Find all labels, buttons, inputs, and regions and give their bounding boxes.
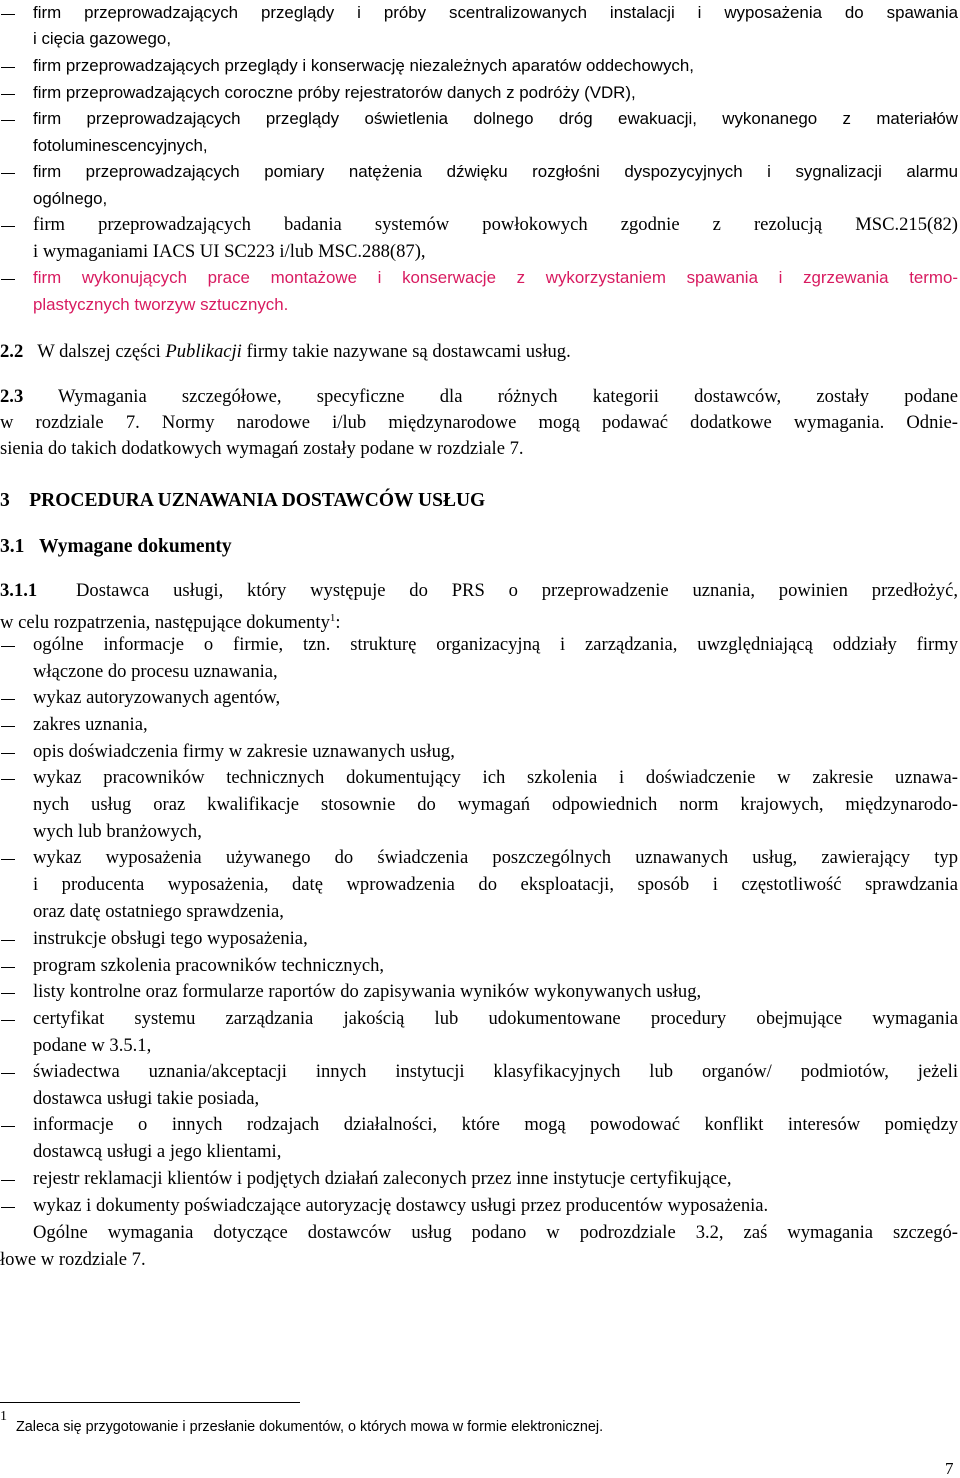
page-number: 7: [945, 1459, 954, 1478]
list-item-line-highlighted: firm wykonujących prace montażowe i konserwacje z wykorzystaniem spawania i zgrzewania termo-: [33, 268, 958, 287]
list-item-line: włączone do procesu uznawania,: [33, 661, 278, 682]
list-item-line: wych lub branżowych,: [33, 821, 202, 842]
paragraph-text: firmy takie nazywane są dostawcami usług.: [241, 341, 571, 362]
list-item-line: zakres uznania,: [33, 714, 148, 735]
list-item-line: nych usług oraz kwalifikacje stosownie do wymagań odpowiednich norm krajowych, międzynarodo-: [33, 794, 958, 815]
paragraph-3-1-1-line2: [0, 607, 960, 634]
list-item-line: firm przeprowadzających przeglądy i próby scentralizowanych instalacji i wyposażenia do spawania: [33, 3, 958, 22]
paragraph-text: w celu rozpatrzenia, następujące dokumenty: [0, 612, 330, 633]
paragraph-2-2: [0, 341, 960, 363]
subsection-title: Wymagane dokumenty: [39, 536, 232, 557]
subsection-number: 3.1: [0, 536, 25, 557]
list-item-line: wykaz pracowników technicznych dokumentujący ich szkolenia i doświadczenie w zakresie uznawa-: [33, 767, 958, 788]
list-item-line: informacje o innych rodzajach działalności, które mogą powodować konflikt interesów pomiędzy: [33, 1114, 958, 1135]
list-item-line: listy kontrolne oraz formularze raportów do zapisywania wyników wykonywanych usług,: [33, 981, 702, 1002]
list-item-line: firm przeprowadzających pomiary natężenia dźwięku rozgłośni dyspozycyjnych i sygnalizacji alarmu: [33, 162, 958, 181]
paragraph-number: 2.2: [0, 341, 24, 362]
paragraph-2-3-line1: [0, 386, 958, 408]
paragraph-text: Ogólne wymagania dotyczące dostawców usług podano w podrozdziale 3.2, zaś wymagania szczegó-: [33, 1222, 958, 1243]
section-title: PROCEDURA UZNAWANIA DOSTAWCÓW USŁUG: [29, 490, 486, 511]
paragraph-number: 3.1.1: [0, 580, 38, 601]
list-item-line: i cięcia gazowego,: [33, 29, 172, 48]
paragraph-text: Dostawca usługi, który występuje do PRS o przeprowadzenie uznania, powinien przedłożyć,: [76, 580, 958, 601]
list-item-line: certyfikat systemu zarządzania jakością lub udokumentowane procedury obejmujące wymagania: [33, 1008, 958, 1029]
list-item-line-highlighted: plastycznych tworzyw sztucznych.: [33, 295, 289, 314]
list-item-line: dostawca usługi takie posiada,: [33, 1088, 260, 1109]
list-item-line: firm przeprowadzających przeglądy oświetlenia dolnego dróg ewakuacji, wykonanego z materiałów: [33, 109, 958, 128]
footnote-number: 1: [0, 1409, 7, 1424]
list-item-line: opis doświadczenia firmy w zakresie uznawanych usług,: [33, 741, 455, 762]
paragraph-text: W dalszej części: [37, 341, 166, 362]
list-item-line: wykaz wyposażenia używanego do świadczenia poszczególnych uznawanych usług, zawierający typ: [33, 847, 958, 868]
list-item-line: rejestr reklamacji klientów i podjętych działań zaleconych przez inne instytucje certyfikujące,: [33, 1168, 732, 1189]
list-item-line: program szkolenia pracowników technicznych,: [33, 955, 385, 976]
list-item-line: ogólne informacje o firmie, tzn. strukturę organizacyjną i zarządzania, uwzględniającą oddziały firmy: [33, 634, 958, 655]
list-item-line: firm przeprowadzających badania systemów powłokowych zgodnie z rezolucją MSC.215(82): [33, 214, 958, 235]
paragraph-3-1-1-line1: [0, 580, 958, 602]
paragraph-text: sienia do takich dodatkowych wymagań zostały podane w rozdziale 7.: [0, 438, 524, 459]
list-item-line: wykaz i dokumenty poświadczające autoryzację dostawcy usługi przez producentów wyposażenia.: [33, 1195, 769, 1216]
list-item-line: instrukcje obsługi tego wyposażenia,: [33, 928, 308, 949]
footnote-separator: [0, 1402, 300, 1403]
paragraph-text: :: [335, 612, 341, 633]
list-item-line: firm przeprowadzających coroczne próby rejestratorów danych z podróży (VDR),: [33, 83, 636, 102]
section-heading: [0, 489, 485, 513]
list-item-line: i wymaganiami IACS UI SC223 i/lub MSC.288(87),: [33, 241, 426, 262]
list-item-line: dostawcą usługi a jego klientami,: [33, 1141, 282, 1162]
list-item-line: i producenta wyposażenia, datę wprowadzenia do eksploatacji, sposób i częstotliwość sprawdzania: [33, 874, 958, 895]
list-item-line: oraz datę ostatniego sprawdzenia,: [33, 901, 284, 922]
list-item-line: fotoluminescencyjnych,: [33, 136, 208, 155]
section-number: 3: [0, 490, 10, 511]
footnote-text: Zaleca się przygotowanie i przesłanie dokumentów, o których mowa w formie elektronicznej.: [16, 1419, 604, 1435]
list-item-line: wykaz autoryzowanych agentów,: [33, 687, 281, 708]
publication-ref: Publikacji: [165, 341, 242, 362]
paragraph-number: 2.3: [0, 386, 24, 407]
list-item-line: podane w 3.5.1,: [33, 1035, 152, 1056]
paragraph-text: w rozdziale 7. Normy narodowe i/lub międzynarodowe mogą podawać dodatkowe wymagania. Odnie-: [0, 412, 958, 433]
list-item-line: świadectwa uznania/akceptacji innych instytucji klasyfikacyjnych lub organów/ podmiotów, jeżeli: [33, 1061, 958, 1082]
paragraph-text: łowe w rozdziale 7.: [0, 1249, 146, 1270]
footnote-reference[interactable]: 1: [329, 612, 336, 624]
list-item-line: ogólnego,: [33, 189, 108, 208]
list-item-line: firm przeprowadzających przeglądy i konserwację niezależnych aparatów oddechowych,: [33, 56, 694, 75]
paragraph-text: Wymagania szczegółowe, specyficzne dla różnych kategorii dostawców, zostały podane: [58, 386, 958, 407]
subsection-heading: [0, 535, 232, 559]
